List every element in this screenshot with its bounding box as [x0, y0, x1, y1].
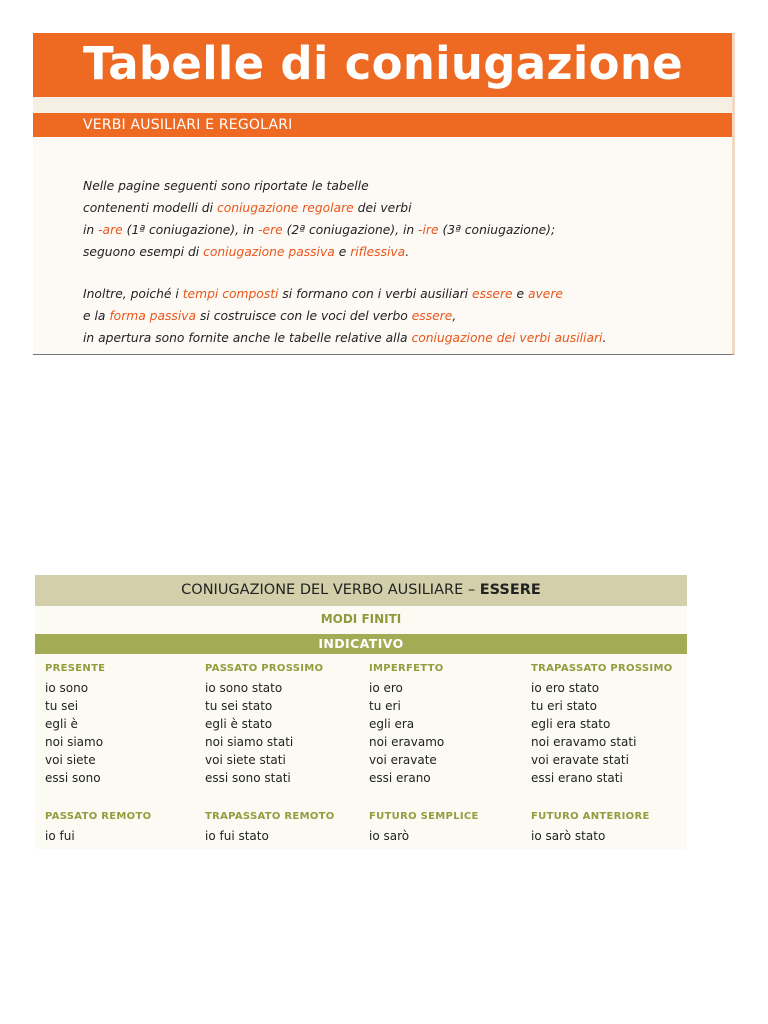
- indicativo-band: INDICATIVO: [35, 634, 687, 654]
- highlighted-term: coniugazione passiva: [203, 245, 335, 259]
- intro-line: [83, 219, 723, 241]
- intro-text-run: .: [602, 331, 607, 345]
- tense-column: [531, 663, 687, 787]
- intro-line: [83, 241, 723, 263]
- verb-form: io fui stato: [205, 829, 269, 843]
- paragraph-gap: [83, 263, 723, 283]
- page-title: Tabelle di coniugazione: [83, 37, 683, 90]
- intro-panel: [33, 33, 735, 355]
- verb-form: essi erano stati: [531, 771, 623, 785]
- verb-form: essi sono: [45, 771, 101, 785]
- tense-column: [45, 663, 205, 787]
- intro-text-run: (3ª coniugazione);: [438, 223, 556, 237]
- verb-form: io sono stato: [205, 681, 283, 695]
- title-band: [33, 33, 732, 97]
- tense-label: IMPERFETTO: [369, 663, 444, 674]
- verb-form: egli era stato: [531, 717, 611, 731]
- intro-text-run: (2ª coniugazione), in: [282, 223, 419, 237]
- verb-form: noi eravamo stati: [531, 735, 637, 749]
- intro-paragraph-2: [83, 283, 723, 349]
- intro-line: [83, 305, 723, 327]
- intro-text-run: in: [83, 223, 99, 237]
- verb-form: io sarò stato: [531, 829, 606, 843]
- intro-text-run: si costruisce con le voci del verbo: [196, 309, 412, 323]
- verb-form: io ero: [369, 681, 403, 695]
- highlighted-term: riflessiva: [350, 245, 406, 259]
- verb-form: io sono: [45, 681, 89, 695]
- intro-text: [83, 175, 723, 349]
- verb-form: voi eravate: [369, 753, 437, 767]
- highlighted-term: coniugazione regolare: [216, 201, 354, 215]
- intro-text-run: seguono esempi di: [83, 245, 204, 259]
- verb-form: voi eravate stati: [531, 753, 629, 767]
- verb-form: egli è stato: [205, 717, 273, 731]
- modi-finiti-label: MODI FINITI: [320, 612, 402, 626]
- highlighted-term: essere: [411, 309, 453, 323]
- tense-column: [205, 811, 365, 845]
- verb-form: voi siete: [45, 753, 96, 767]
- intro-line: [83, 327, 723, 349]
- intro-text-run: e la: [83, 309, 110, 323]
- tense-label: TRAPASSATO REMOTO: [205, 811, 335, 822]
- tense-column: [531, 811, 687, 845]
- tense-column: [45, 811, 205, 845]
- highlighted-term: coniugazione dei verbi ausiliari: [411, 331, 603, 345]
- intro-text-run: ,: [452, 309, 457, 323]
- highlighted-term: -are: [98, 223, 123, 237]
- intro-text-run: e: [512, 287, 528, 301]
- highlighted-term: -ere: [258, 223, 283, 237]
- intro-text-run: si formano con i verbi ausiliari: [278, 287, 473, 301]
- verb-form: tu eri: [369, 699, 401, 713]
- band-separator: [33, 97, 732, 113]
- verb-form: io ero stato: [531, 681, 600, 695]
- tense-column: [205, 663, 365, 787]
- intro-line: [83, 283, 723, 305]
- intro-text-run: Nelle pagine seguenti sono riportate le tabelle: [83, 179, 369, 193]
- intro-text-run: Inoltre, poiché i: [83, 287, 183, 301]
- verb-form: egli è: [45, 717, 78, 731]
- verb-form: tu sei: [45, 699, 79, 713]
- highlighted-term: tempi composti: [182, 287, 279, 301]
- tense-label: FUTURO SEMPLICE: [369, 811, 479, 822]
- verb-form: noi siamo: [45, 735, 104, 749]
- verb-form: egli era: [369, 717, 415, 731]
- verb-form: essi sono stati: [205, 771, 291, 785]
- verb-form: io sarò: [369, 829, 410, 843]
- tense-label: TRAPASSATO PROSSIMO: [531, 663, 673, 674]
- verb-form: tu eri stato: [531, 699, 597, 713]
- intro-text-run: .: [405, 245, 410, 259]
- verb-form: essi erano: [369, 771, 431, 785]
- highlighted-term: essere: [472, 287, 513, 301]
- tense-label: FUTURO ANTERIORE: [531, 811, 650, 822]
- intro-line: [83, 175, 723, 197]
- table-heading-verb: ESSERE: [479, 582, 541, 598]
- conjugation-table: [35, 575, 687, 849]
- tense-label: PRESENTE: [45, 663, 106, 674]
- verb-form: io fui: [45, 829, 75, 843]
- verb-form: voi siete stati: [205, 753, 286, 767]
- intro-text-run: (1ª coniugazione), in: [122, 223, 259, 237]
- tense-column: [369, 811, 529, 845]
- highlighted-term: -ire: [418, 223, 439, 237]
- intro-text-run: e: [334, 245, 351, 259]
- verb-form: noi eravamo: [369, 735, 445, 749]
- table-heading-prefix: CONIUGAZIONE DEL VERBO AUSILIARE –: [181, 582, 480, 598]
- intro-text-run: dei verbi: [353, 201, 412, 215]
- tense-column: [369, 663, 529, 787]
- page-subtitle: VERBI AUSILIARI E REGOLARI: [83, 117, 293, 133]
- table-heading: [35, 575, 687, 606]
- subtitle-band: [33, 113, 732, 137]
- intro-paragraph-1: [83, 175, 723, 263]
- intro-text-run: contenenti modelli di: [83, 201, 217, 215]
- verb-form: noi siamo stati: [205, 735, 294, 749]
- verb-form: tu sei stato: [205, 699, 273, 713]
- intro-text-run: in apertura sono fornite anche le tabelle relative alla: [83, 331, 412, 345]
- highlighted-term: avere: [527, 287, 563, 301]
- highlighted-term: forma passiva: [109, 309, 197, 323]
- intro-line: [83, 197, 723, 219]
- tense-label: PASSATO PROSSIMO: [205, 663, 324, 674]
- tense-label: PASSATO REMOTO: [45, 811, 152, 822]
